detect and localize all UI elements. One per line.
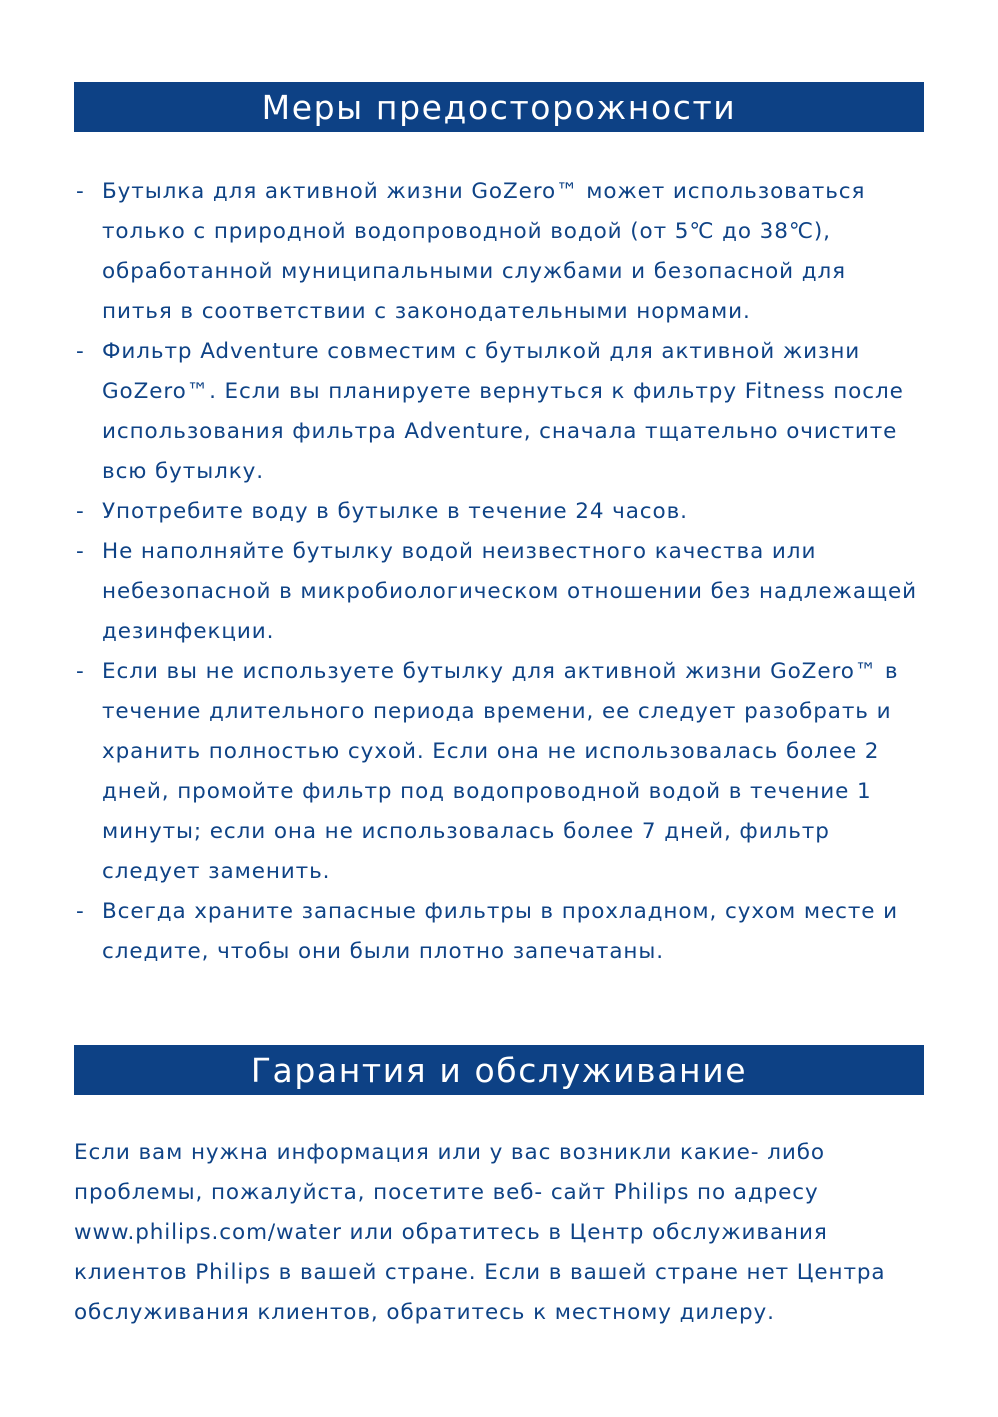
precaution-text: Всегда храните запасные фильтры в прохладном, сухом месте и следите, чтобы они были плотно запечатаны.: [102, 899, 899, 964]
precaution-text: Употребите воду в бутылке в течение 24 часов.: [102, 499, 688, 524]
bullet-dash: -: [76, 899, 85, 924]
warranty-title: Гарантия и обслуживание: [250, 1050, 748, 1090]
precaution-text: Не наполняйте бутылку водой неизвестного качества или небезопасной в микробиологическом отношении без надлежащей дезинфекции.: [102, 539, 918, 644]
precautions-list: [74, 172, 924, 972]
precautions-header: [74, 82, 924, 132]
precaution-text: Фильтр Adventure совместим с бутылкой для активной жизни GoZero™. Если вы планируете вернуться к фильтру Fitness после использования фильтра Adventure, сначала тщательно очистите всю бутылку.: [102, 339, 904, 484]
bullet-dash: -: [76, 179, 85, 204]
precaution-item: [74, 332, 924, 492]
warranty-header: [74, 1045, 924, 1095]
bullet-dash: -: [76, 499, 85, 524]
precaution-item: [74, 892, 924, 972]
precaution-item: [74, 652, 924, 892]
bullet-dash: -: [76, 539, 85, 564]
precautions-title: Меры предосторожности: [261, 87, 737, 127]
precaution-text: Бутылка для активной жизни GoZero™ может использоваться только с природной водопроводной водой (от 5℃ до 38℃), обработанной муниципальными службами и безопасной для питья в соответствии с законодательными нормами.: [102, 179, 866, 324]
precaution-text: Если вы не используете бутылку для активной жизни GoZero™ в течение длительного периода времени, ее следует разобрать и хранить полностью сухой. Если она не использовалась более 2 дней, промойте фильтр под водопроводной водой в течение 1 минуты; если она не использовалась более 7 дней, фильтр следует заменить.: [102, 659, 899, 884]
precaution-item: [74, 532, 924, 652]
bullet-dash: -: [76, 339, 85, 364]
precaution-item: [74, 172, 924, 332]
precaution-item: [74, 492, 924, 532]
bullet-dash: -: [76, 659, 85, 684]
warranty-paragraph: Если вам нужна информация или у вас возникли какие- либо проблемы, пожалуйста, посетите веб- сайт Philips по адресу www.philips.com/water или обратитесь в Центр обслуживания клиентов Philips в вашей стране. Если в вашей стране нет Центра обслуживания клиентов, обратитесь к местному дилеру.: [74, 1140, 886, 1325]
